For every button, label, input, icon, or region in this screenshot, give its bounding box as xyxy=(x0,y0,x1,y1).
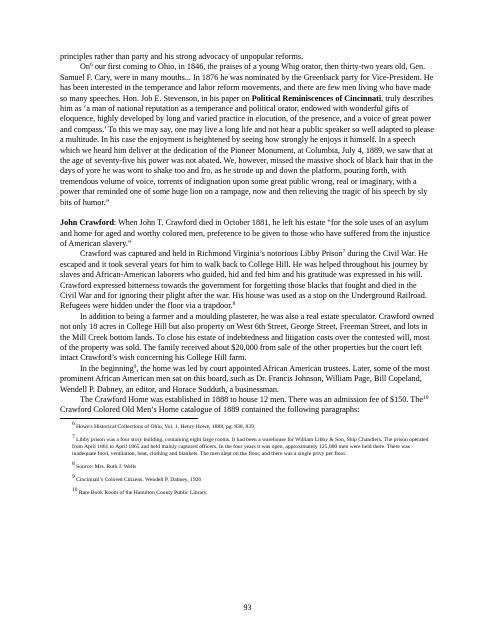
page-number: 93 xyxy=(243,603,252,612)
document-body xyxy=(60,52,435,416)
footnote-text: Libby prison was a four story building, containing eight large rooms. It had been a warehouse for William Libby & Son, Ship Chandlers. The prison operated from April 1861 to April 1865 and held mainly captured officers. In the four years it was open, approximately 125,000 men were held there. There was inadequate food, ventilation, heat, clothing and blankets. The men slept on the floor, and there was a single privy per floor. xyxy=(72,437,429,457)
footnote-text: Cincinnati’s Colored Citizens, Wendell P. Dabney, 1926 xyxy=(74,477,202,483)
bold-title: Political Reminiscences of Cincinnati xyxy=(251,93,382,103)
footnote-ref: 10 xyxy=(423,395,429,401)
text-run: On xyxy=(80,62,91,72)
text-run: during the Civil War. He escaped and it took several years for him to walk back to College Hill. He was helped throughout his journey by slaves and African-American laborers who guided, hid and fed him and his gratitude was expressed in his will. Crawford expressed bitterness towards the government for forgetting those blacks that fought and died in the Civil War and for ignoring their plight after the war. His house was used as a stop on the Underground Railroad. Refugees were hidden under the floor via a trapdoor. xyxy=(60,249,428,311)
footnote-ref: 7 xyxy=(342,249,346,256)
section-heading: John Crawford xyxy=(60,218,114,228)
paragraph xyxy=(60,395,435,416)
text-run: our first coming to Ohio, in 1846, the praises of a young Whig orator, then thirty-two years old, Gen. Samuel F. Cary, were in many mouths... In 1876 he was nominated by the Greenback party for Vice-President. He has been interested in the temperance and labor reform movements, and there are few men living who have made so many speeches. Hon. Job E. Stevenson, in his paper on xyxy=(60,62,434,103)
footnote-ref: 6 xyxy=(90,62,93,69)
paragraph xyxy=(60,249,435,311)
footnote xyxy=(72,434,435,458)
text-run: The Crawford Home was established in 1888 to house 12 men. There was an admission fee of $150. The xyxy=(80,395,424,404)
paragraph: principles rather than party and his strong advocacy of unpopular reforms. xyxy=(60,52,304,61)
footnote-number: 10 xyxy=(72,487,78,493)
footnote-number: 6 xyxy=(72,421,75,427)
footnote xyxy=(72,474,435,484)
text-run: : When John T. Crawford died in October 1881, he left his estate “for the sole uses of an asylum and home for aged and worthy colored men, preference to be given to those who have suffered from the injustice of American slavery.” xyxy=(60,218,430,248)
footnote-ref: 8 xyxy=(232,301,236,308)
text-run: Crawford Colored Old Men’s Home catalogue of 1889 contained the following paragraphs: xyxy=(60,405,360,415)
text-run: , truly describes him as ‘a man of national reputation as a temperance and political orator, endowed with wonderful gifts of eloquence, highly developed by long and varied practice in elocution, of the presence, and a voice of great power and compass.’ To this we may say, one may live a long life and not hear a public speaker so well adapted to please a multitude. In his case the enjoyment is heightened by seeing how strongly he enjoys it himself. In a speech which we heard him deliver at the dedication of the Pioneer Monument, at Columbia, July 4, 1889, we saw that at the age of seventy-five his power was not abated. We, however, missed the massive shock of black hair that in the days of yore he was wont to shake too and fro, as he strode up and down the platform, pouring forth, with tremendous volume of voice, torrents of indignation upon some great public wrong, real or imaginary, with a power that reminded one of some huge lion on a rampage, now and then relieving the tragic of his speech by sly bits of humor.” xyxy=(60,93,434,207)
paragraph xyxy=(60,364,435,395)
footnote xyxy=(72,421,435,431)
footnote-number: 8 xyxy=(72,461,75,467)
footnote-ref: 9 xyxy=(133,363,137,370)
footnote xyxy=(72,487,435,497)
paragraph: In addition to being a farmer and a moulding plasterer, he was also a real estate speculator. Crawford owned not only 18 acres in College Hill but also property on West 6th Street, George Street, Freeman Street, and lots in the Mill Creek bottom lands. To close his estate of indebtedness and litigation costs over the contested will, most of the property was sold. The family received about $20,000 from sale of the other properties but the court left intact Crawford’s wish concerning his College Hill farm. xyxy=(60,311,434,363)
footnote-number: 7 xyxy=(72,434,75,440)
paragraph xyxy=(60,218,435,249)
footnote-text: Rare Book Room of the Hamilton County Public Library. xyxy=(77,490,208,496)
footnote-text: Source: Mrs. Ruth J. Wells xyxy=(74,464,137,470)
paragraph xyxy=(60,62,435,208)
footnote-divider xyxy=(60,418,198,419)
text-run: Crawford was captured and held in Richmond Virginia’s notorious Libby Prison xyxy=(80,249,343,259)
footnote xyxy=(72,461,435,471)
footnote-text: Howe's Historical Collections of Ohio, Vol. 1, Henry Howe, 1888, pg. 838, 839 xyxy=(74,424,254,430)
footnote-number: 9 xyxy=(72,474,75,480)
footnotes xyxy=(60,421,435,503)
text-run: , the home was led by court appointed African American trustees. Later, some of the most prominent African American men sat on this board, such as Dr. Francis Johnson, William Page, Bill Copeland, Wendell P. Dabney, an editor, and Horace Sudduth, a businessman. xyxy=(60,363,430,394)
text-run: In the beginning xyxy=(80,363,134,373)
